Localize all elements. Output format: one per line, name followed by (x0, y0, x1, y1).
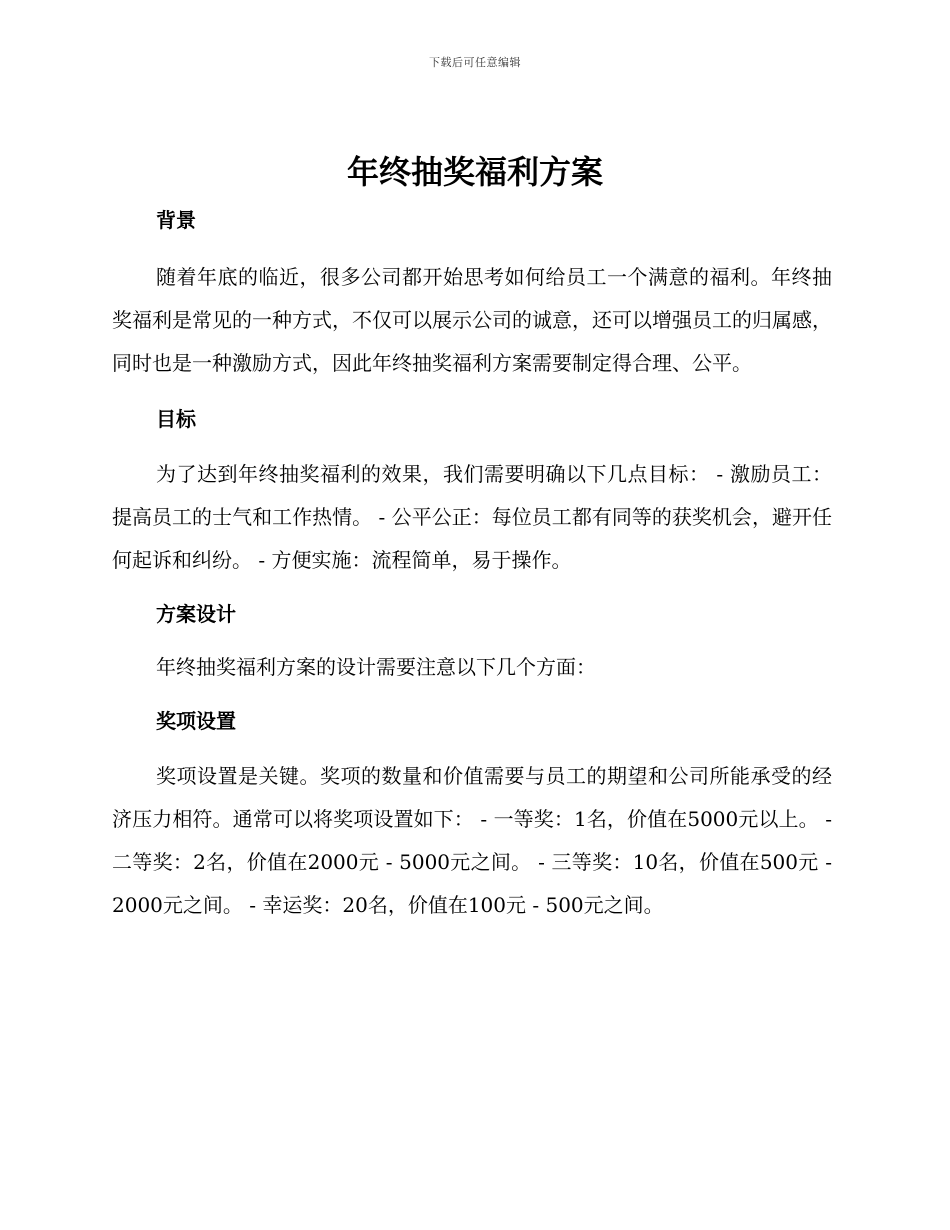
section-heading-prize-setup: 奖项设置 (156, 709, 236, 733)
section-paragraph-goals: 为了达到年终抽奖福利的效果，我们需要明确以下几点目标： - 激励员工：提高员工的士气和工作热情。 - 公平公正：每位员工都有同等的获奖机会，避开任何起诉和纠纷。 - 方便实施：流程简单，易于操作。 (112, 462, 832, 572)
section-paragraph-plan-design: 年终抽奖福利方案的设计需要注意以下几个方面： (156, 655, 596, 679)
section-heading-background: 背景 (156, 208, 196, 232)
document-body (112, 200, 832, 927)
section-paragraph-background: 随着年底的临近，很多公司都开始思考如何给员工一个满意的福利。年终抽奖福利是常见的一种方式，不仅可以展示公司的诚意，还可以增强员工的归属感，同时也是一种激励方式，因此年终抽奖福利方案需要制定得合理、公平。 (112, 265, 832, 375)
page-header-note: 下载后可任意编辑 (429, 56, 521, 69)
section-heading-plan-design: 方案设计 (156, 602, 236, 626)
section-paragraph-prize-setup: 奖项设置是关键。奖项的数量和价值需要与员工的期望和公司所能承受的经济压力相符。通常可以将奖项设置如下： - 一等奖：1名，价值在5000元以上。 - 二等奖：2名，价值在2000元 - 5000元之间。 - 三等奖：10名，价值在500元 - 2000元之间。 - 幸运奖：20名，价值在100元 - 500元之间。 (112, 764, 832, 917)
document-title: 年终抽奖福利方案 (346, 153, 603, 191)
section-heading-goals: 目标 (156, 407, 196, 431)
